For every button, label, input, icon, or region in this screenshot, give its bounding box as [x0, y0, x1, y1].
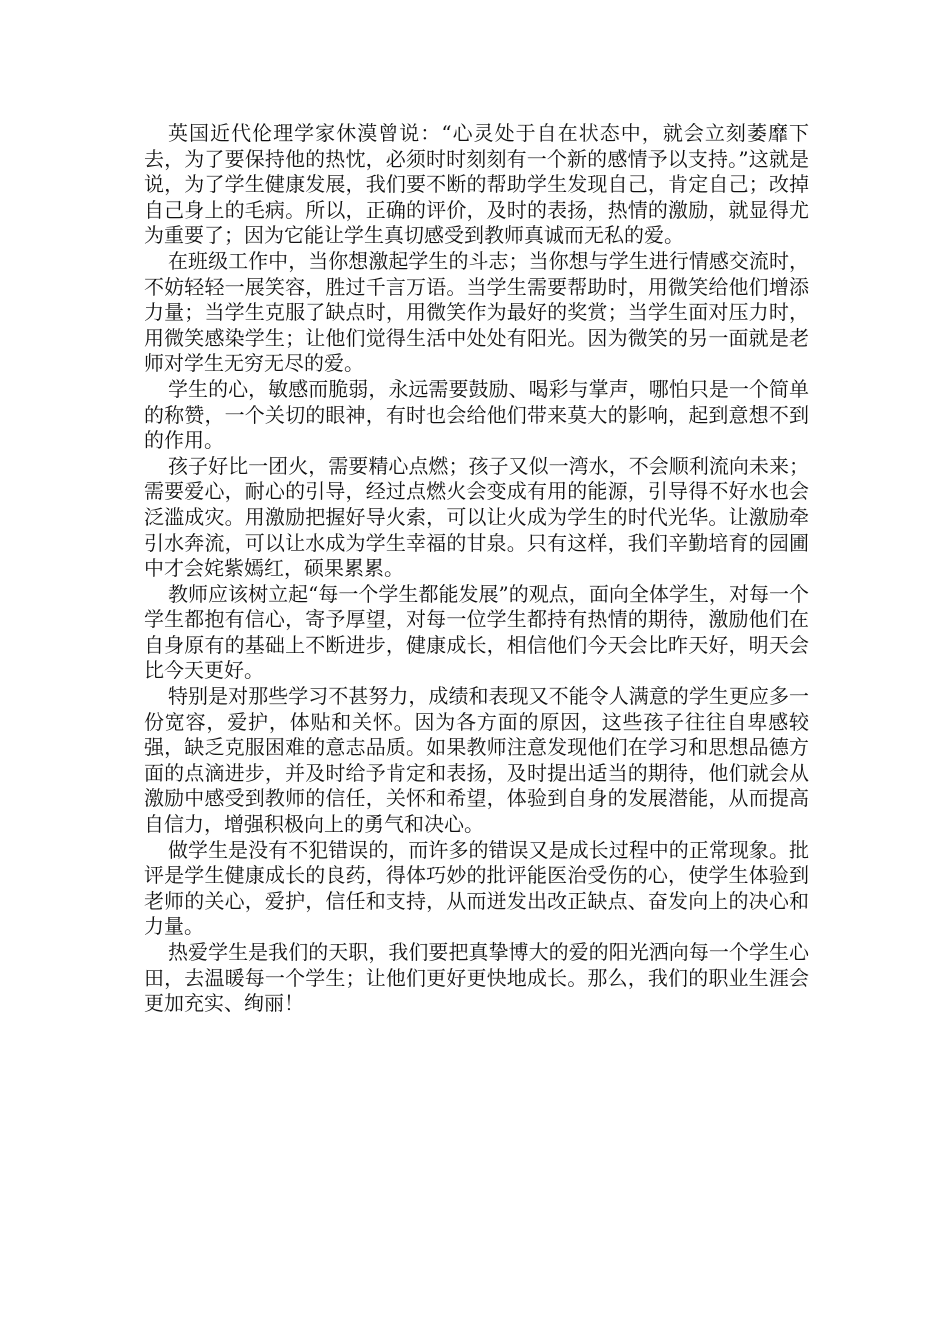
paragraph-7: 做学生是没有不犯错误的，而许多的错误又是成长过程中的正常现象。批评是学生健康成长的良药，得体巧妙的批评能医治受伤的心，使学生体验到老师的关心，爱护，信任和支持，从而迸发出改正缺点、奋发向上的决心和力量。: [144, 837, 809, 939]
paragraph-2: 在班级工作中，当你想激起学生的斗志；当你想与学生进行情感交流时，不妨轻轻一展笑容，胜过千言万语。当学生需要帮助时，用微笑给他们增添力量；当学生克服了缺点时，用微笑作为最好的奖赏；当学生面对压力时，用微笑感染学生；让他们觉得生活中处处有阳光。因为微笑的另一面就是老师对学生无穷无尽的爱。: [144, 248, 809, 376]
paragraph-5: 教师应该树立起“每一个学生都能发展”的观点，面向全体学生，对每一个学生都抱有信心，寄予厚望，对每一位学生都持有热情的期待，激励他们在自身原有的基础上不断进步，健康成长，相信他们今天会比昨天好，明天会比今天更好。: [144, 581, 809, 683]
paragraph-8: 热爱学生是我们的天职，我们要把真挚博大的爱的阳光洒向每一个学生心田，去温暖每一个学生；让他们更好更快地成长。那么，我们的职业生涯会更加充实、绚丽！: [144, 940, 809, 1016]
paragraph-4: 孩子好比一团火，需要精心点燃；孩子又似一湾水，不会顺利流向未来；需要爱心，耐心的引导，经过点燃火会变成有用的能源，引导得不好水也会泛滥成灾。用激励把握好导火索，可以让火成为学生的时代光华。让激励牵引水奔流，可以让水成为学生幸福的甘泉。只有这样，我们辛勤培育的园圃中才会姹紫嫣红，硕果累累。: [144, 453, 809, 581]
paragraph-1: 英国近代伦理学家休漠曾说：“心灵处于自在状态中，就会立刻萎靡下去，为了要保持他的热忱，必须时时刻刻有一个新的感情予以支持。”这就是说，为了学生健康发展，我们要不断的帮助学生发现自己，肯定自己；改掉自己身上的毛病。所以，正确的评价，及时的表扬，热情的激励，就显得尤为重要了；因为它能让学生真切感受到教师真诚而无私的爱。: [144, 121, 809, 248]
paragraph-3: 学生的心，敏感而脆弱，永远需要鼓励、喝彩与掌声，哪怕只是一个简单的称赞，一个关切的眼神，有时也会给他们带来莫大的影响，起到意想不到的作用。: [144, 376, 809, 453]
document-body: [144, 121, 809, 1017]
paragraph-6: 特别是对那些学习不甚努力，成绩和表现又不能令人满意的学生更应多一份宽容，爱护，体贴和关怀。因为各方面的原因，这些孩子往往自卑感较强，缺乏克服困难的意志品质。如果教师注意发现他们在学习和思想品德方面的点滴进步，并及时给予肯定和表扬，及时提出适当的期待，他们就会从激励中感受到教师的信任，关怀和希望，体验到自身的发展潜能，从而提高自信力，增强积极向上的勇气和决心。: [144, 684, 809, 837]
